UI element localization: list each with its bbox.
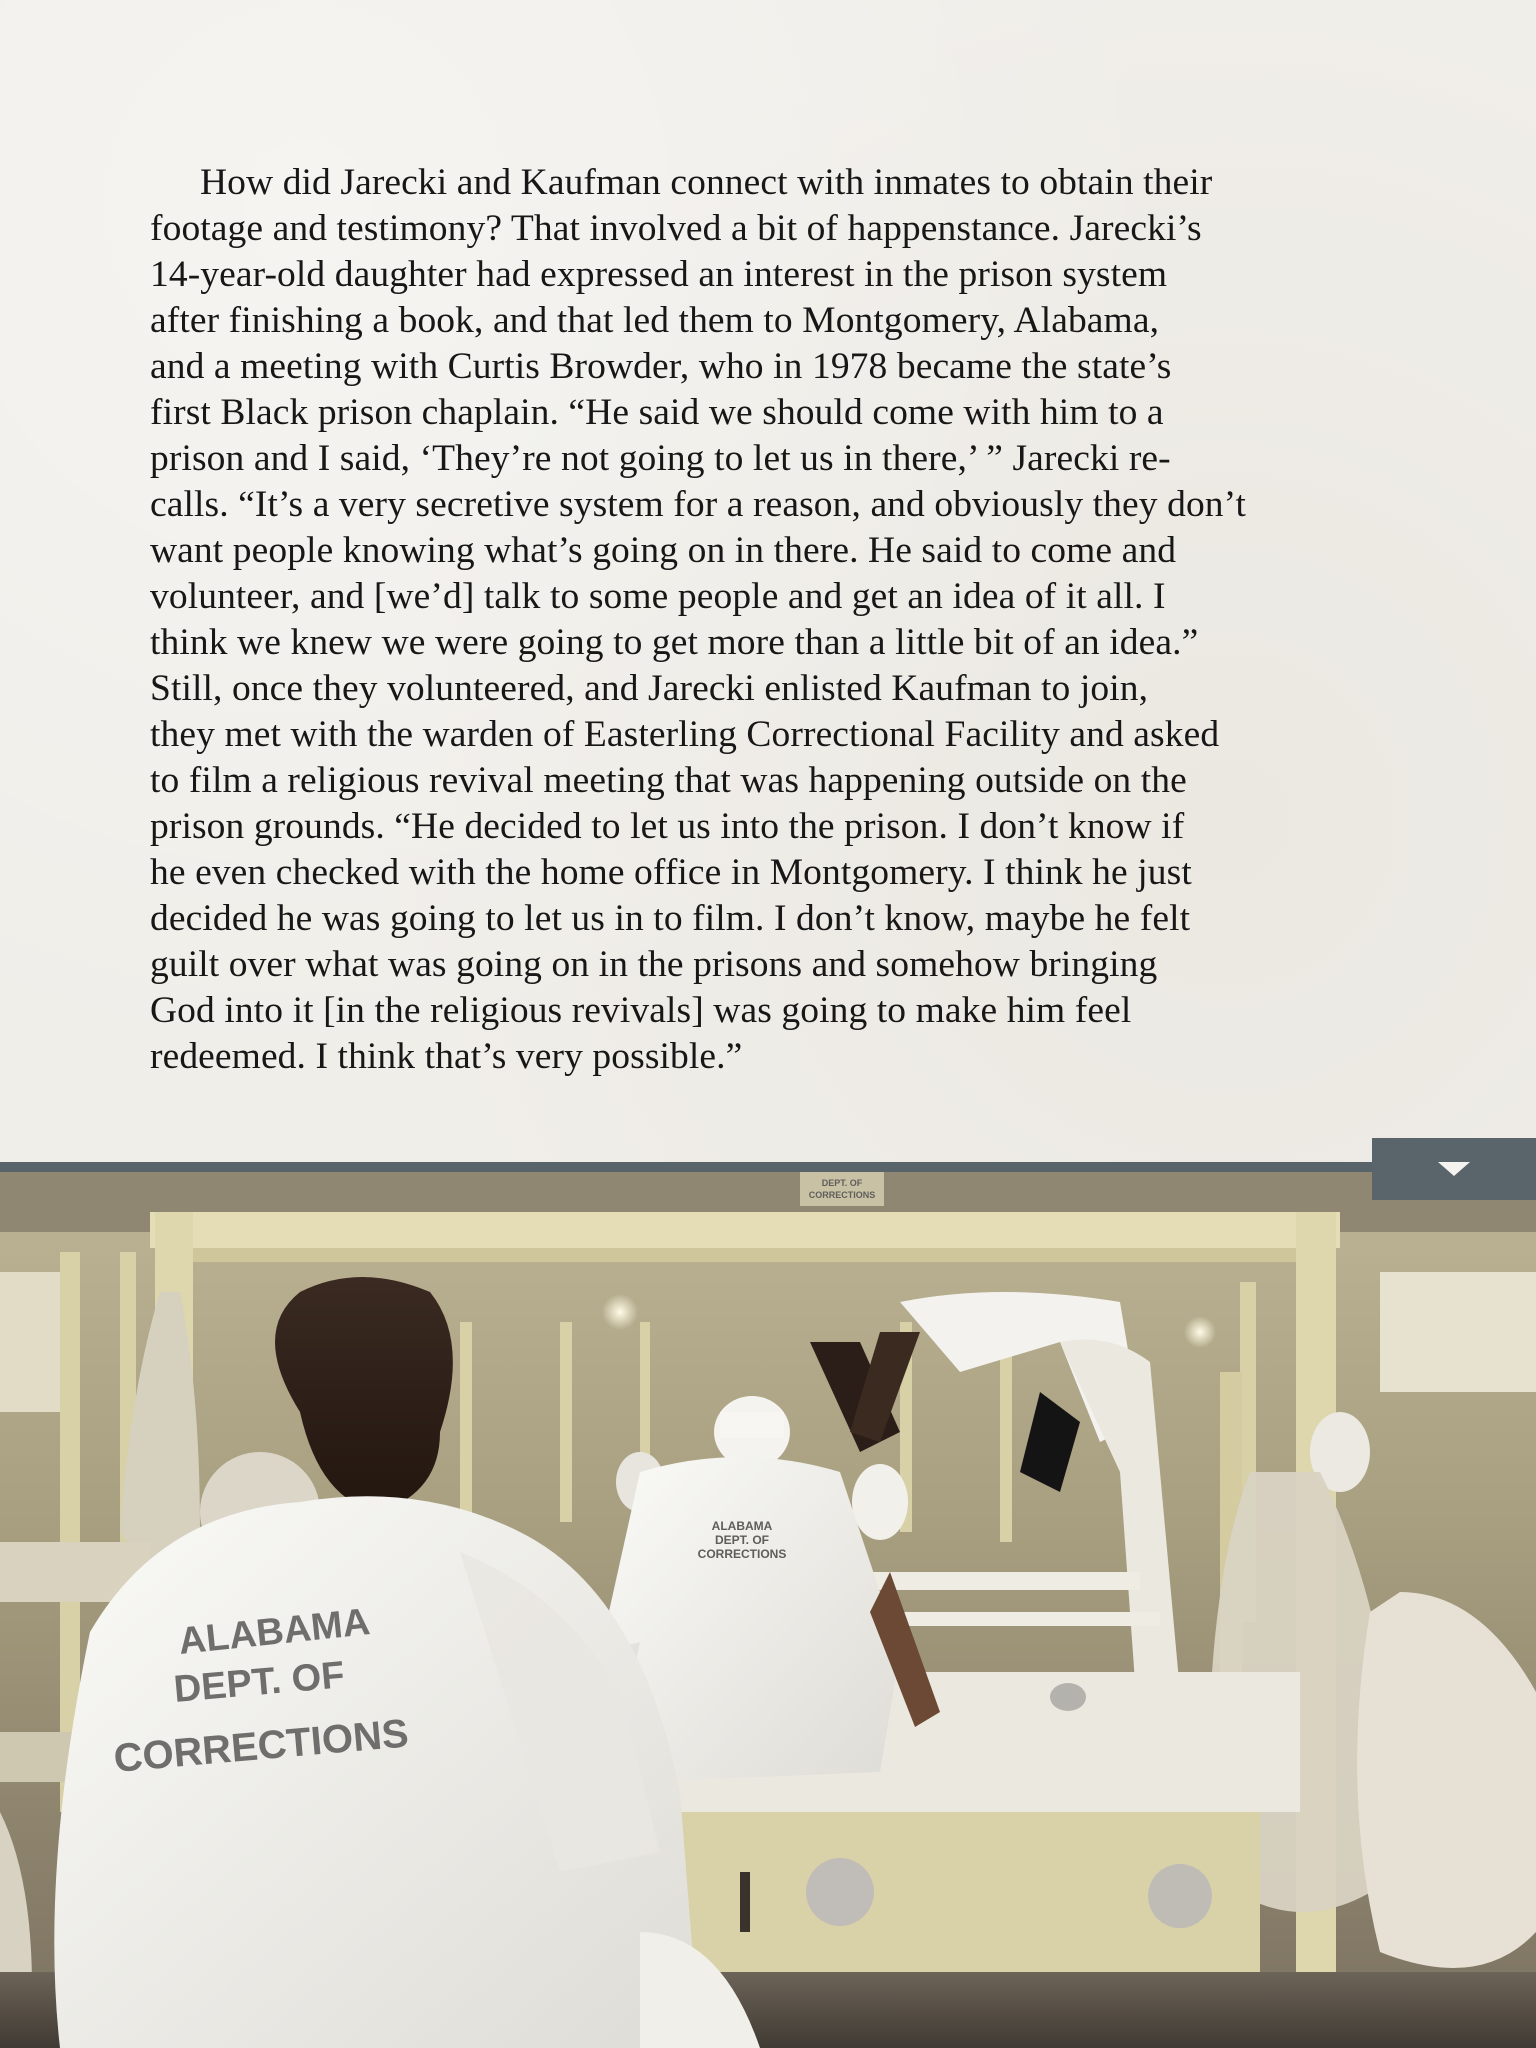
svg-text:CORRECTIONS: CORRECTIONS [808,1190,876,1200]
article-line: guilt over what was going on in the prisons and somehow bringing [150,944,1158,985]
svg-text:CORRECTIONS: CORRECTIONS [111,1711,411,1781]
article-line: want people knowing what’s going on in there. He said to come and [150,530,1177,571]
svg-text:DEPT. OF: DEPT. OF [172,1654,347,1711]
article-line: think we knew we were going to get more than a little bit of an idea.” [150,622,1199,663]
window [0,1272,70,1412]
ceiling-sign [800,1172,884,1206]
article-line: they met with the warden of Easterling Correctional Facility and asked [150,714,1220,755]
svg-text:CORRECTIONS: CORRECTIONS [697,1547,787,1561]
ceiling-light [602,1294,638,1330]
window [1380,1272,1536,1392]
ceiling-light [1184,1316,1216,1348]
article-line: after finishing a book, and that led them to Montgomery, Alabama, [150,300,1160,341]
expand-photo-button[interactable] [1372,1138,1536,1200]
chevron-down-icon [1434,1160,1474,1178]
article-line: he even checked with the home office in Montgomery. I think he just [150,852,1192,893]
article-line: prison and I said, ‘They’re not going to let us in there,’ ” Jarecki re- [150,438,1171,479]
svg-text:ALABAMA: ALABAMA [711,1519,773,1533]
article-line: God into it [in the religious revivals] was going to make him feel [150,990,1132,1031]
article-line: first Black prison chaplain. “He said we should come with him to a [150,392,1164,433]
photo-illustration [0,1172,1536,2048]
article-line: calls. “It’s a very secretive system for a reason, and obviously they don’t [150,484,1247,525]
article-line: How did Jarecki and Kaufman connect with inmates to obtain their [200,162,1213,203]
article-line: volunteer, and [we’d] talk to some people and get an idea of it all. I [150,576,1166,617]
article-line: decided he was going to let us in to film. I don’t know, maybe he felt [150,898,1191,939]
article-line: to film a religious revival meeting that was happening outside on the [150,760,1187,801]
photo-top-bar [0,1162,1536,1172]
svg-text:ALABAMA: ALABAMA [176,1601,372,1663]
article-line: Still, once they volunteered, and Jarecki enlisted Kaufman to join, [150,668,1149,709]
article-line: footage and testimony? That involved a bit of happenstance. Jarecki’s [150,208,1202,249]
svg-text:DEPT. OF: DEPT. OF [714,1533,770,1547]
prison-dormitory-photo[interactable] [0,1172,1536,2048]
article-line: prison grounds. “He decided to let us into the prison. I don’t know if [150,806,1185,847]
svg-text:DEPT. OF: DEPT. OF [821,1178,863,1188]
article-line: and a meeting with Curtis Browder, who in 1978 became the state’s [150,346,1172,387]
article-line: redeemed. I think that’s very possible.” [150,1036,743,1077]
article-line: 14-year-old daughter had expressed an interest in the prison system [150,254,1168,295]
article-body [150,160,1390,1080]
